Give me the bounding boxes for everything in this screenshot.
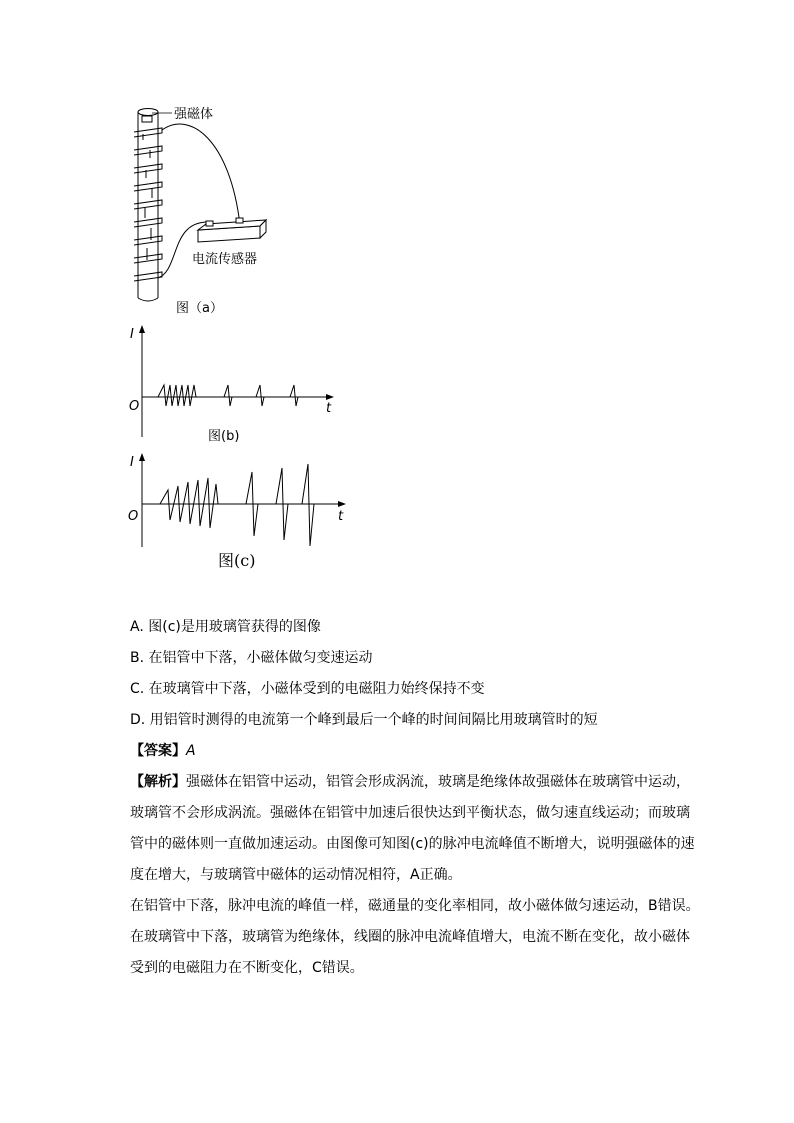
origin-label: O <box>128 509 139 524</box>
analysis-line-7: 受到的电磁阻力在不断变化，C错误。 <box>130 960 364 976</box>
analysis-line-3: 管中的磁体则一直做加速运动。由图像可知图(c)的脉冲电流峰值不断增大，说明强磁体的速 <box>130 836 695 852</box>
x-axis-label: t <box>326 401 332 416</box>
figure-a-caption: 图（a） <box>176 301 223 316</box>
figure-b-caption: 图(b) <box>208 429 240 444</box>
analysis-line-5: 在铝管中下落，脉冲电流的峰值一样，磁通量的变化率相同，故小磁体做匀速运动，B错误。 <box>130 898 700 914</box>
figure-c <box>120 450 360 580</box>
answer-label: 【答案】 <box>130 743 186 759</box>
option-d: D. 用铝管时测得的电流第一个峰到最后一个峰的时间间隔比用玻璃管时的短 <box>130 712 598 728</box>
y-axis-label: I <box>130 455 134 470</box>
tube <box>138 109 158 302</box>
answer-line <box>130 736 700 767</box>
current-sensor <box>198 218 266 242</box>
current-curve-b <box>142 385 330 406</box>
question-text <box>130 612 700 984</box>
answer-value: A <box>186 743 196 759</box>
analysis-line-1: 【解析】强磁体在铝管中运动，铝管会形成涡流，玻璃是绝缘体故强磁体在玻璃管中运动， <box>130 774 690 790</box>
option-b: B. 在铝管中下落，小磁体做匀变速运动 <box>130 650 373 666</box>
current-curve-c <box>142 464 342 546</box>
magnet-label: 强磁体 <box>174 107 214 122</box>
analysis-label: 【解析】 <box>130 774 186 790</box>
wire-top <box>162 124 240 225</box>
option-c: C. 在玻璃管中下落，小磁体受到的电磁阻力始终保持不变 <box>130 681 485 697</box>
y-axis-label: I <box>130 327 134 342</box>
option-a: A. 图(c)是用玻璃管获得的图像 <box>130 619 321 635</box>
figure-c-caption: 图(c) <box>218 551 256 570</box>
magnet <box>142 116 152 122</box>
figure-b <box>120 322 350 452</box>
sensor-label: 电流传感器 <box>192 252 258 267</box>
analysis-line-4: 度在增大，与玻璃管中磁体的运动情况相符，A正确。 <box>130 867 462 883</box>
analysis-line-6: 在玻璃管中下落，玻璃管为绝缘体，线圈的脉冲电流峰值增大，电流不断在变化，故小磁体 <box>130 929 690 945</box>
x-axis-label: t <box>338 509 344 524</box>
figure-a <box>110 100 310 320</box>
analysis-line-2: 玻璃管不会形成涡流。强磁体在铝管中加速后很快达到平衡状态，做匀速直线运动；而玻璃 <box>130 805 690 821</box>
origin-label: O <box>129 399 140 414</box>
